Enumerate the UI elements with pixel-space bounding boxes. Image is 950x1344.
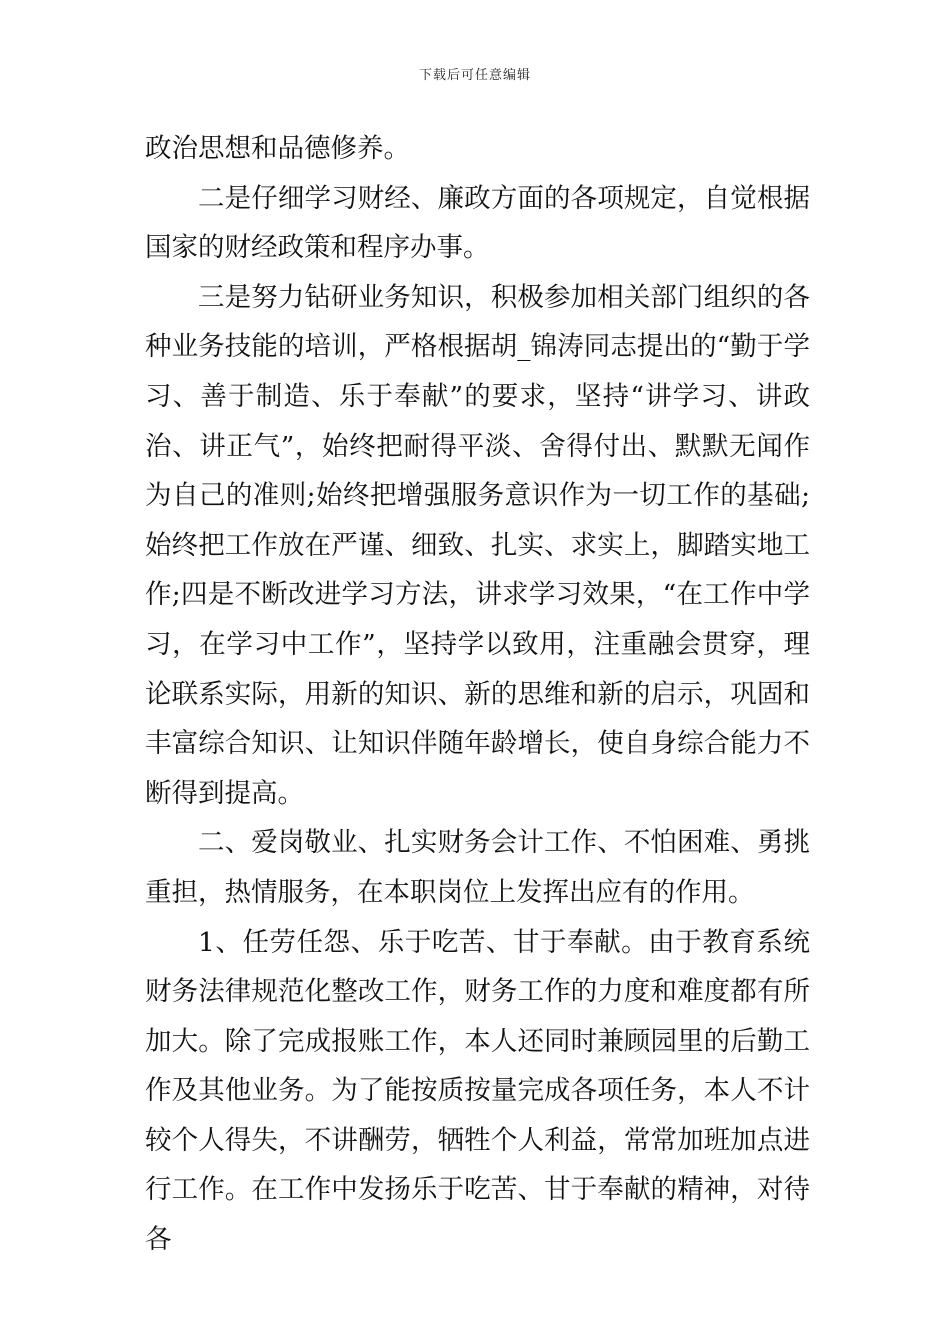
paragraph-4: 二、爱岗敬业、扎实财务会计工作、不怕困难、勇挑重担，热情服务，在本职岗位上发挥出应有的作用。 [145, 827, 810, 908]
document-body [145, 124, 810, 1265]
paragraph-1: 政治思想和品德修养。 [145, 133, 410, 164]
paragraph-3: 三是努力钻研业务知识，积极参加相关部门组织的各种业务技能的培训，严格根据胡_锦涛同志提出的“勤于学习、善于制造、乐于奉献”的要求，坚持“讲学习、讲政治、讲正气”，始终把耐得平淡、舍得付出、默默无闻作为自己的准则;始终把增强服务意识作为一切工作的基础;始终把工作放在严谨、细致、扎实、求实上，脚踏实地工作;四是不断改进学习方法，讲求学习效果，“在工作中学习，在学习中工作”，坚持学以致用，注重融会贯穿，理论联系实际，用新的知识、新的思维和新的启示，巩固和丰富综合知识、让知识伴随年龄增长，使自身综合能力不断得到提高。 [145, 281, 810, 809]
paragraph-5: 1、任劳任怨、乐于吃苦、甘于奉献。由于教育系统财务法律规范化整改工作，财务工作的力度和难度都有所加大。除了完成报账工作，本人还同时兼顾园里的后勤工作及其他业务。为了能按质按量完成各项任务，本人不计较个人得失，不讲酬劳，牺牲个人利益，常常加班加点进行工作。在工作中发扬乐于吃苦、甘于奉献的精神，对待各 [145, 926, 810, 1256]
paragraph-2: 二是仔细学习财经、廉政方面的各项规定，自觉根据国家的财经政策和程序办事。 [145, 182, 810, 264]
page-header: 下载后可任意编辑 [418, 68, 531, 83]
